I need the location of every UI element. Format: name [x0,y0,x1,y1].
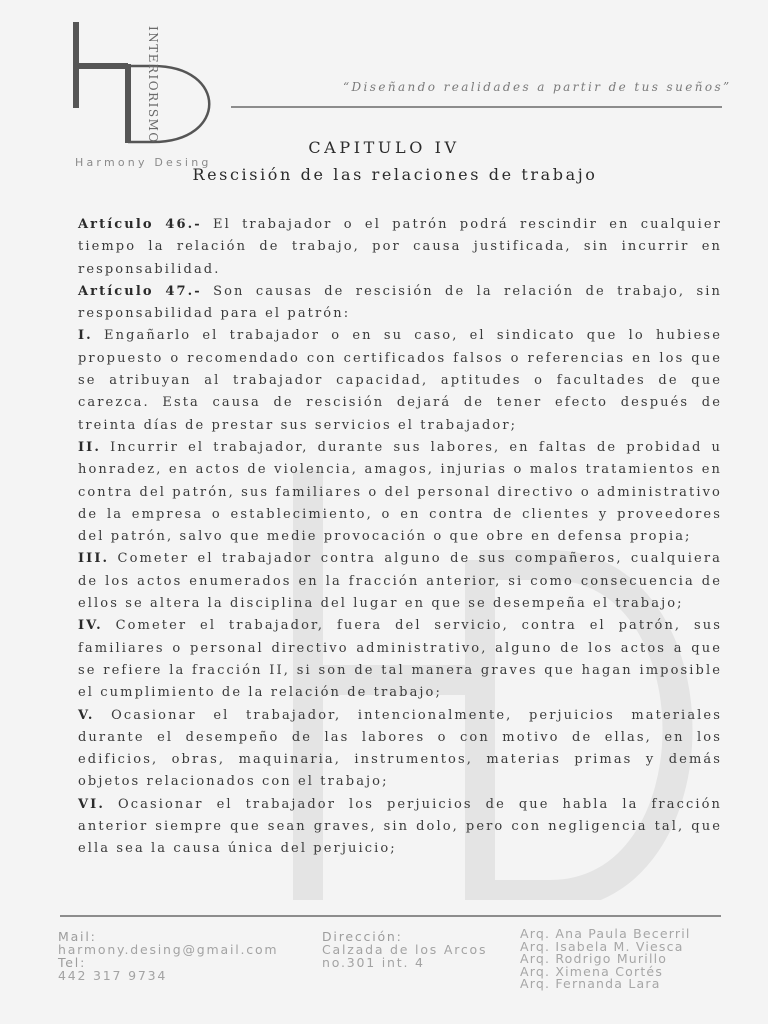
staff-name: Arq. Ximena Cortés [520,963,664,979]
fraction-numeral: II. [78,439,101,455]
fraction-ii [78,437,722,548]
fraction-numeral: V. [78,707,95,723]
article-47 [78,281,722,326]
address-line: Calzada de los Arcos [322,942,488,957]
header-divider [231,106,722,108]
brand-vertical-word: INTERIORISMO [146,26,160,144]
contact-column [58,930,278,982]
staff-name: Arq. Rodrigo Murillo [520,951,668,967]
staff-list [520,928,691,991]
chapter-title: Rescisión de las relaciones de trabajo [192,165,598,184]
brand-subtitle: Harmony Desing [75,156,212,169]
chapter-number: CAPITULO IV [308,138,460,157]
address-line: no.301 int. 4 [322,955,425,970]
fraction-i [78,325,722,436]
mail-label: Mail: [58,929,97,944]
document-body [78,214,722,861]
fraction-numeral: I. [78,328,93,344]
article-label: Artículo 47.- [78,283,202,299]
staff-name: Arq. Ana Paula Becerril [520,926,691,941]
fraction-iv [78,615,722,704]
fraction-v [78,705,722,794]
fraction-vi [78,794,722,861]
tel-value: 442 317 9734 [58,968,168,983]
staff-name: Arq. Isabela M. Viesca [520,938,684,954]
mail-value: harmony.desing@gmail.com [58,942,279,957]
brand-tagline: “Diseñando realidades a partir de tus sueños” [343,80,732,94]
fraction-text: Cometer el trabajador contra alguno de sus compañeros, cualquiera de los actos enumerados en la fracción anterior, si como consecuencia de ellos se altera la disciplina del lugar en que se desempeña el trabajo; [78,551,722,612]
article-text: Son causas de rescisión de la relación de trabajo, sin responsabilidad para el patrón: [78,283,722,322]
fraction-text: Cometer el trabajador, fuera del servicio, contra el patrón, sus familiares o personal directivo administrativo, alguno de los actos a que se refiere la fracción II, si son de tal manera graves que hagan imposible el cumplimiento de la relación de trabajo; [78,618,722,701]
fraction-text: Ocasionar el trabajador los perjuicios de que habla la fracción anterior siempre que sean graves, sin dolo, pero con negligencia tal, que ella sea la causa única del perjuicio; [78,796,722,857]
footer-divider [60,915,721,917]
fraction-numeral: III. [78,551,110,567]
tel-label: Tel: [58,955,87,970]
address-column [322,930,487,969]
fraction-numeral: IV. [78,618,103,634]
fraction-text: Incurrir el trabajador, durante sus labores, en faltas de probidad u honradez, en actos de violencia, amagos, injurias o malos tratamientos en contra del patrón, sus familiares o del personal directivo o administrativo de la empresa o establecimiento, o en contra de clientes y proveedores del patrón, salvo que medie provocación o que obre en defensa propia; [78,439,722,545]
fraction-iii [78,548,722,615]
article-46 [78,214,722,281]
address-label: Dirección: [322,929,403,944]
fraction-text: Ocasionar el trabajador, intencionalmente, perjuicios materiales durante el desempeño de las labores o con motivo de ellas, en los edificios, obras, maquinaria, instrumentos, materias primas y demás objetos relacionados con el trabajo; [78,707,722,790]
fraction-numeral: VI. [78,796,105,812]
fraction-text: Engañarlo el trabajador o en su caso, el sindicato que lo hubiese propuesto o recomendado con certificados falsos o referencias en los que se atribuyan al trabajador capacidad, aptitudes o facultades de que carezca. Esta causa de rescisión dejará de tener efecto después de treinta días de prestar sus servicios el trabajador; [78,328,722,433]
staff-name: Arq. Fernanda Lara [520,976,661,992]
article-label: Artículo 46.- [78,217,202,232]
article-text: El trabajador o el patrón podrá rescindir en cualquier tiempo la relación de trabajo, por causa justificada, sin incurrir en responsabilidad. [78,217,722,277]
